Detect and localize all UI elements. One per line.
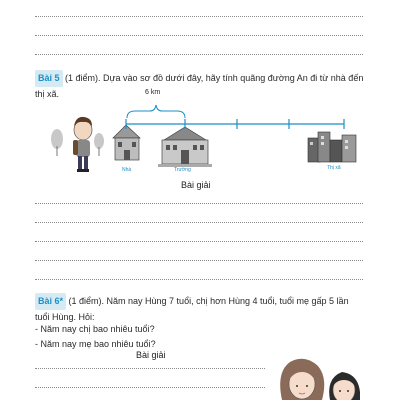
- mother-icon: [280, 359, 324, 400]
- task-6-tag: Bài 6*: [35, 293, 66, 310]
- task-6-question-2: - Năm nay mẹ bao nhiêu tuổi?: [35, 339, 156, 349]
- daughter-icon: [329, 372, 360, 400]
- school-label: Trường: [174, 167, 191, 173]
- town-label: Thị xã: [327, 165, 341, 171]
- task-6-question-1: - Năm nay chị bao nhiêu tuổi?: [35, 324, 155, 334]
- home-label: Nhà: [122, 167, 132, 173]
- distance-label: 6 km: [145, 89, 161, 96]
- solution-heading-2: Bài giải: [136, 350, 166, 360]
- task-5-body: (1 điểm). Dựa vào sơ đồ dưới đây, hãy tính quãng đường An đi từ nhà đến thị xã.: [35, 73, 364, 99]
- solution-heading-1: Bài giải: [181, 180, 211, 190]
- task-6-body: (1 điểm). Năm nay Hùng 7 tuổi, chị hơn Hùng 4 tuổi, tuổi mẹ gấp 5 lần tuổi Hùng. Hỏi:: [35, 296, 349, 322]
- task-5-tag: Bài 5: [35, 70, 63, 87]
